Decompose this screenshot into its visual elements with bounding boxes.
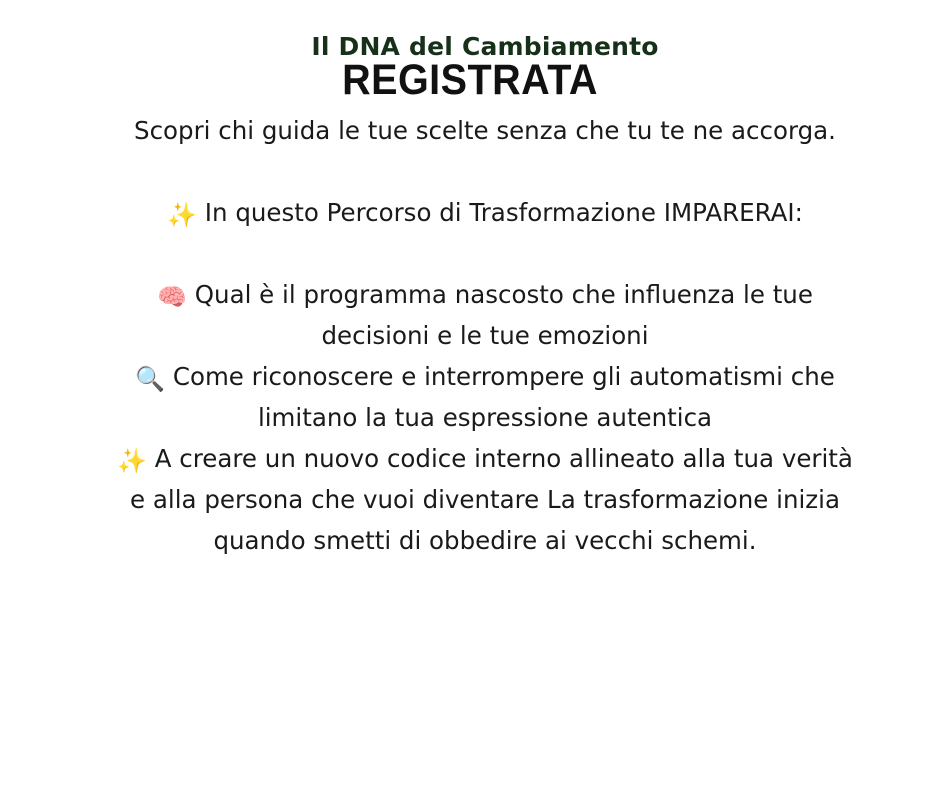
description xyxy=(110,110,860,561)
sparkles-icon: ✨ xyxy=(117,447,147,475)
spacer xyxy=(110,233,860,274)
brain-icon: 🧠 xyxy=(157,283,187,311)
learn-heading xyxy=(110,192,860,233)
list-item xyxy=(110,438,860,561)
spacer xyxy=(110,151,860,192)
page-title: Il DNA del Cambiamento xyxy=(311,32,659,61)
list-item xyxy=(110,274,860,356)
list-item-text: A creare un nuovo codice interno allineato alla tua verità e alla persona che vuoi diventare La trasformazione inizia quando smetti di obbedire ai vecchi schemi. xyxy=(130,444,853,555)
page-subtitle: REGISTRATA xyxy=(342,56,598,104)
sparkles-icon: ✨ xyxy=(167,201,197,229)
list-item-text: Qual è il programma nascosto che influenza le tue decisioni e le tue emozioni xyxy=(194,280,813,350)
intro-text: Scopri chi guida le tue scelte senza che tu te ne accorga. xyxy=(134,116,836,145)
magnifier-icon: 🔍 xyxy=(135,365,166,393)
list-item xyxy=(110,356,860,438)
list-item-text: Come riconoscere e interrompere gli automatismi che limitano la tua espressione autentica xyxy=(172,362,835,432)
learn-heading-text: In questo Percorso di Trasformazione IMPARERAI: xyxy=(204,198,803,227)
